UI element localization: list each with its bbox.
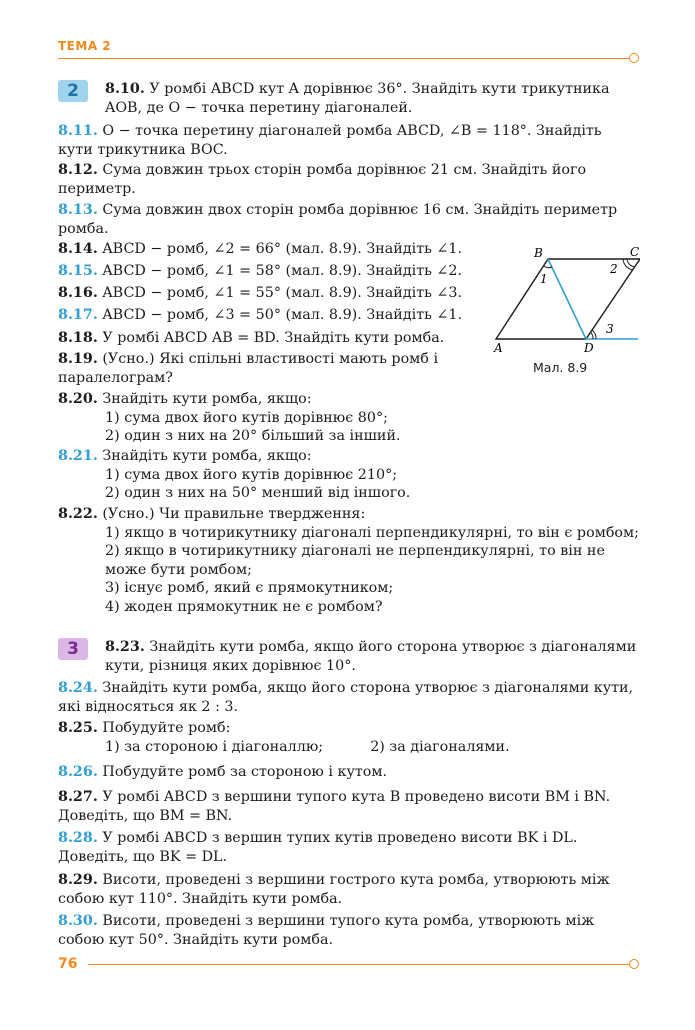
angle-2-arc xyxy=(623,259,633,270)
problem-item: 2) один з них на 50° менший від іншого. xyxy=(105,485,411,502)
problem-text: O − точка перетину діагоналей ромба ABCD, ∠B = 118°. Знайдіть кути трикутника BOC. xyxy=(58,123,602,158)
footer-rule xyxy=(88,964,630,965)
problem-8-13 xyxy=(58,201,640,238)
vertex-c-label: C xyxy=(630,245,640,259)
problem-text: Знайдіть кути ромба, якщо його сторона утворює з діагоналями кути, які відносяться як 2 : 3. xyxy=(58,680,634,715)
problem-item: 1) сума двох його кутів дорівнює 210°; xyxy=(105,466,398,483)
problem-8-30 xyxy=(58,912,640,949)
problem-number: 8.20. xyxy=(58,391,98,407)
problem-number: 8.28. xyxy=(58,830,98,846)
problem-text: (Усно.) Чи правильне твердження: xyxy=(102,506,366,522)
problem-number: 8.18. xyxy=(58,330,98,346)
angle-1-label: 1 xyxy=(540,272,548,286)
problem-number: 8.23. xyxy=(105,639,145,655)
problem-item: 3) існує ромб, який є прямокутником; xyxy=(105,580,394,597)
problem-text: Висоти, проведені з вершини тупого кута ромба, утворюють між собою кут 50°. Знайдіть кути ромба. xyxy=(58,913,595,948)
problem-8-10 xyxy=(58,80,640,117)
problem-item: 1) сума двох його кутів дорівнює 80°; xyxy=(105,409,388,426)
problem-text: Знайдіть кути ромба, якщо: xyxy=(102,448,312,464)
problem-8-24 xyxy=(58,679,640,716)
problem-number: 8.27. xyxy=(58,789,98,805)
vertex-b-label: B xyxy=(534,246,543,260)
header-rule-end-dot xyxy=(629,53,639,63)
level-2-icon: 2 xyxy=(58,80,88,102)
problem-item: 1) за стороною і діагоналлю; xyxy=(105,738,324,755)
problem-item: 2) один з них на 20° більший за інший. xyxy=(105,428,401,445)
problem-8-12 xyxy=(58,161,640,198)
problem-text: Знайдіть кути ромба, якщо: xyxy=(102,391,312,407)
problem-8-18 xyxy=(58,329,488,348)
diagonal-bd xyxy=(548,259,586,339)
angle-3-arc-inner xyxy=(590,332,593,339)
vertex-a-label: A xyxy=(494,341,503,355)
angle-3-label: 3 xyxy=(606,322,614,336)
problem-text: Побудуйте ромб: xyxy=(102,720,231,736)
problem-item: 1) якщо в чотирикутнику діагоналі перпендикулярні, то він є ромбом; xyxy=(105,524,639,541)
problem-8-28 xyxy=(58,829,640,866)
problem-number: 8.14. xyxy=(58,241,98,257)
problem-number: 8.10. xyxy=(105,81,145,97)
level-3-icon: 3 xyxy=(58,638,88,660)
problem-text: У ромбі ABCD з вершини тупого кута B проведено висоти BM і BN. Доведіть, що BM = BN. xyxy=(58,789,611,824)
rhombus-shape xyxy=(496,259,640,339)
problem-number: 8.13. xyxy=(58,202,98,218)
problem-8-16 xyxy=(58,284,488,303)
problem-number: 8.22. xyxy=(58,506,98,522)
problem-text: ABCD − ромб, ∠2 = 66° (мал. 8.9). Знайдіть ∠1. xyxy=(102,241,463,257)
footer-rule-end-dot xyxy=(629,959,639,969)
problem-item: 2) якщо в чотирикутнику діагоналі не перпендикулярні, то він не може бути ромбом; xyxy=(105,543,605,578)
problem-text: Сума довжин двох сторін ромба дорівнює 16 см. Знайдіть периметр ромба. xyxy=(58,202,618,237)
problem-number: 8.17. xyxy=(58,307,98,323)
problem-text: Побудуйте ромб за стороною і кутом. xyxy=(102,764,388,780)
problem-text: У ромбі ABCD AB = BD. Знайдіть кути ромба. xyxy=(102,330,445,346)
figure-caption: Мал. 8.9 xyxy=(533,360,588,375)
angle-2-arc-inner xyxy=(627,259,635,267)
problem-text: У ромбі ABCD з вершин тупих кутів проведено висоти BK і DL. Доведіть, що BK = DL. xyxy=(58,830,578,865)
problem-text: (Усно.) Які спільні властивості мають ромб і паралелограм? xyxy=(58,351,439,386)
page-number: 76 xyxy=(58,956,78,972)
header-rule xyxy=(58,58,630,59)
problem-number: 8.25. xyxy=(58,720,98,736)
problem-8-27 xyxy=(58,788,640,825)
problem-number: 8.16. xyxy=(58,285,98,301)
problem-number: 8.15. xyxy=(58,263,98,279)
vertex-d-label: D xyxy=(584,341,594,355)
problem-item: 2) за діагоналями. xyxy=(370,738,510,755)
problem-number: 8.30. xyxy=(58,913,98,929)
problem-8-17 xyxy=(58,306,488,325)
problem-text: Знайдіть кути ромба, якщо його сторона утворює з діагоналями кути, різниця яких дорівнює 10°. xyxy=(105,639,637,674)
problem-text: ABCD − ромб, ∠1 = 58° (мал. 8.9). Знайдіть ∠2. xyxy=(102,263,463,279)
problem-number: 8.24. xyxy=(58,680,98,696)
problem-8-20 xyxy=(58,390,640,446)
problem-8-25 xyxy=(58,719,640,756)
problem-8-14 xyxy=(58,240,488,259)
problem-item: 4) жоден прямокутник не є ромбом? xyxy=(105,598,383,615)
problem-8-11 xyxy=(58,122,640,159)
problem-8-15 xyxy=(58,262,488,281)
problem-8-19 xyxy=(58,350,478,387)
problem-text: ABCD − ромб, ∠1 = 55° (мал. 8.9). Знайдіть ∠3. xyxy=(102,285,463,301)
problem-text: Сума довжин трьох сторін ромба дорівнює 21 см. Знайдіть його периметр. xyxy=(58,162,587,197)
theme-label: ТЕМА 2 xyxy=(58,39,112,53)
problem-8-21 xyxy=(58,447,640,503)
problem-text: ABCD − ромб, ∠3 = 50° (мал. 8.9). Знайдіть ∠1. xyxy=(102,307,463,323)
problem-number: 8.12. xyxy=(58,162,98,178)
problem-8-22 xyxy=(58,505,640,617)
problem-number: 8.29. xyxy=(58,872,98,888)
problem-number: 8.26. xyxy=(58,764,98,780)
problem-text: У ромбі ABCD кут A дорівнює 36°. Знайдіть кути трикутника AOB, де O − точка перетину діагоналей. xyxy=(105,81,610,116)
problem-8-26 xyxy=(58,763,640,782)
problem-8-23 xyxy=(58,638,640,675)
problem-text: Висоти, проведені з вершини гострого кута ромба, утворюють між собою кут 110°. Знайдіть кути ромба. xyxy=(58,872,610,907)
problem-number: 8.19. xyxy=(58,351,98,367)
problem-number: 8.11. xyxy=(58,123,98,139)
angle-2-label: 2 xyxy=(610,262,618,276)
problem-8-29 xyxy=(58,871,640,908)
problem-number: 8.21. xyxy=(58,448,98,464)
rhombus-figure xyxy=(490,243,640,355)
